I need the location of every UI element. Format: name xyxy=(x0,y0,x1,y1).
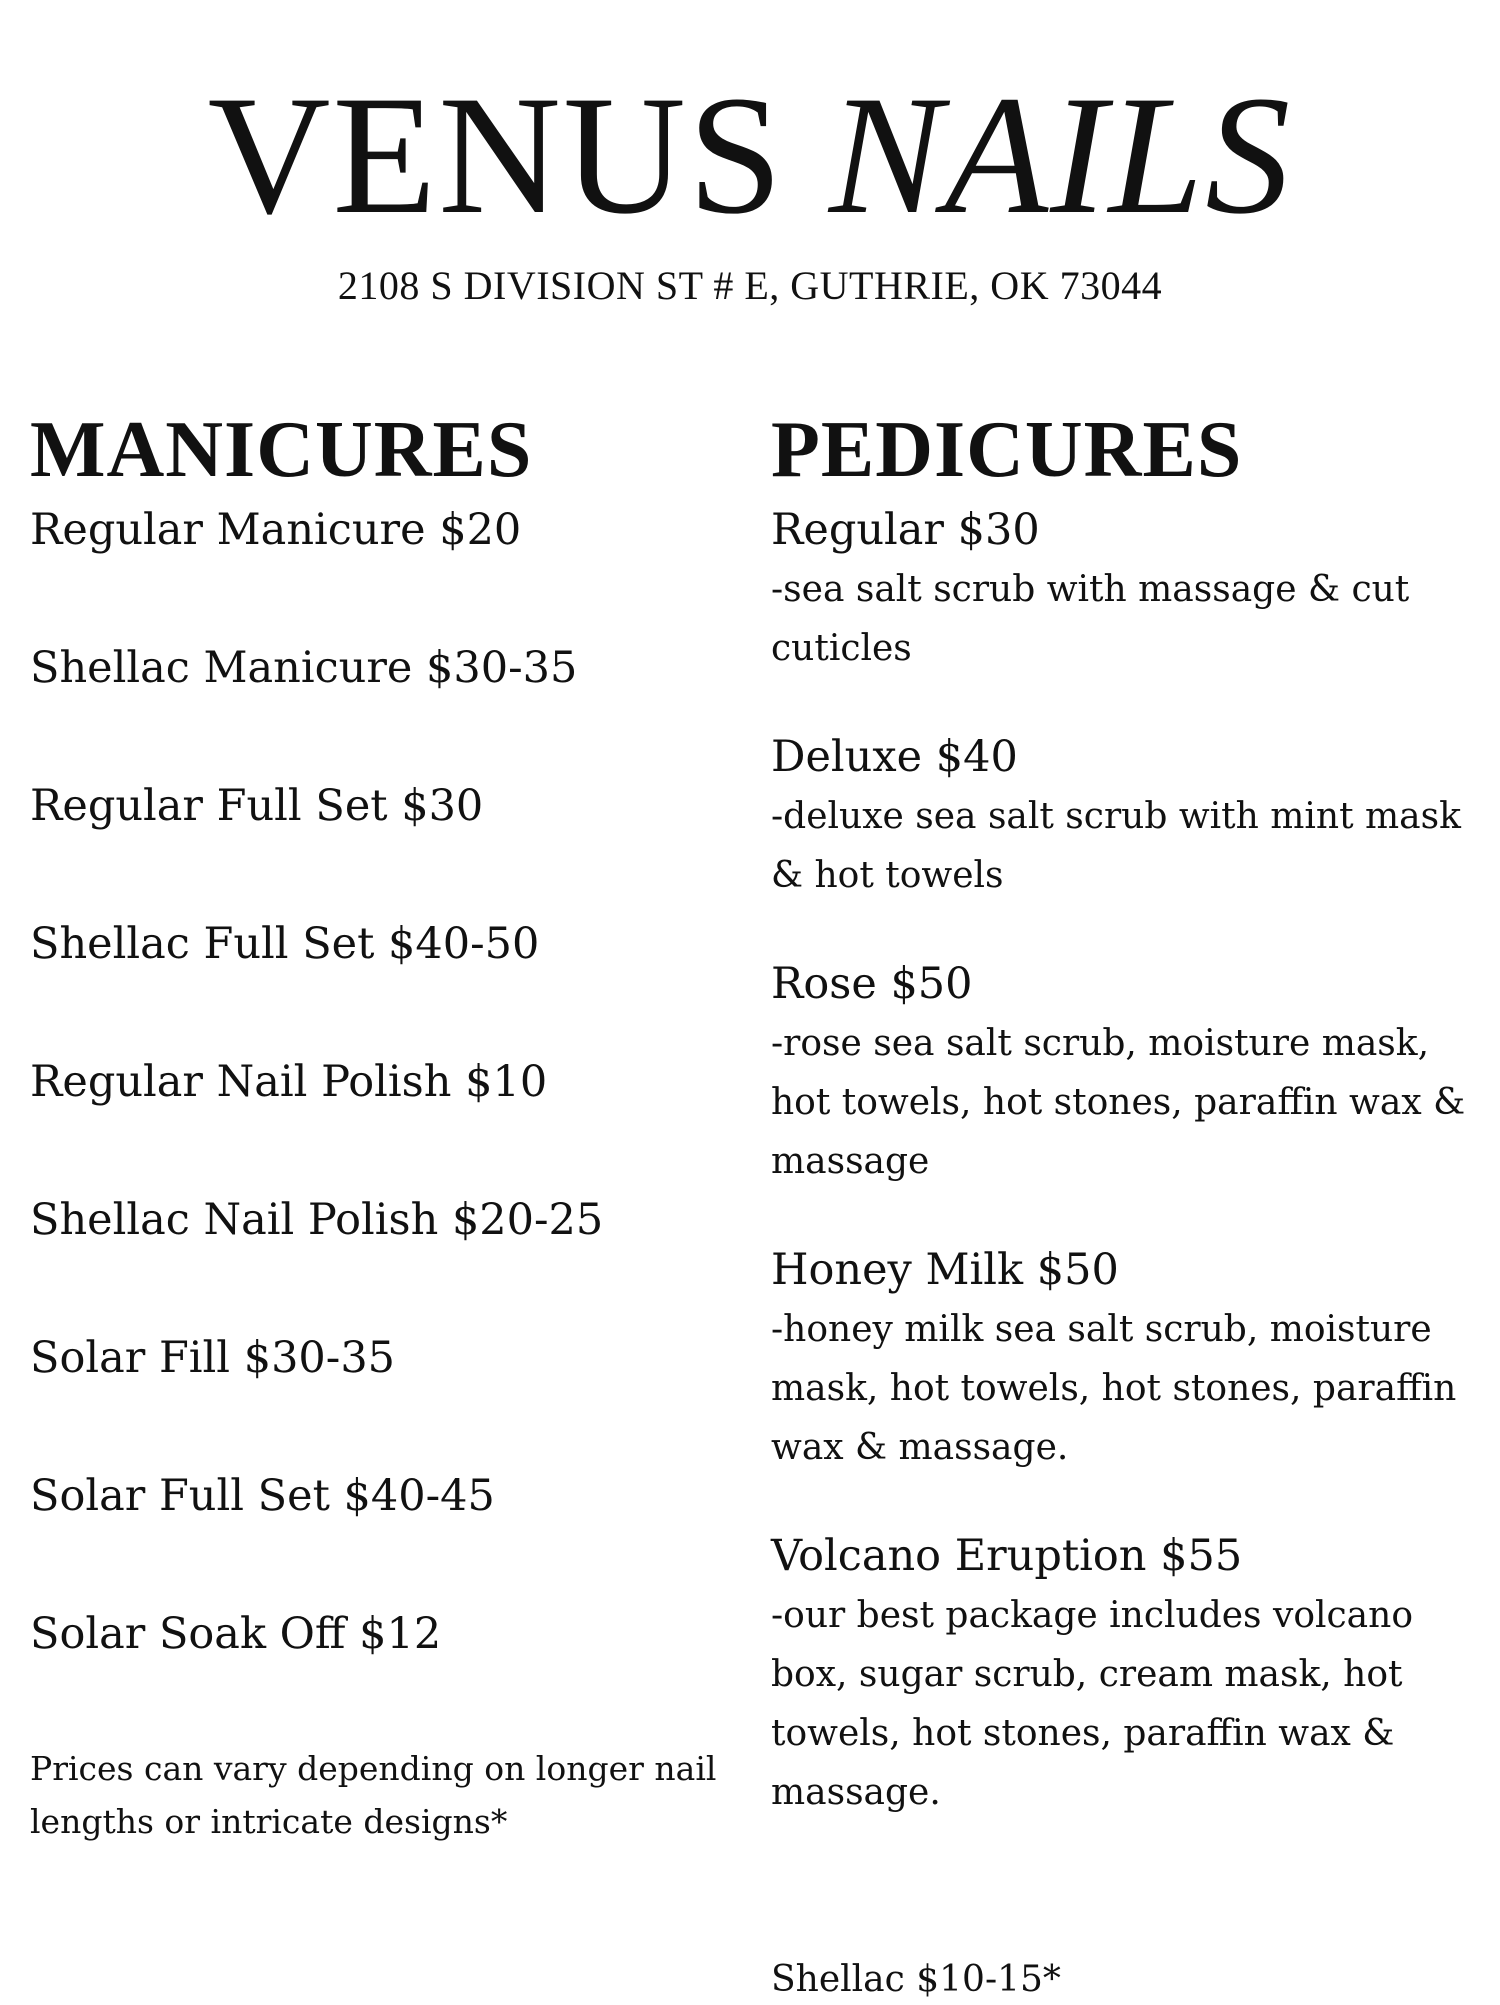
salon-address: 2108 S DIVISION ST # E, GUTHRIE, OK 73044 xyxy=(337,263,1163,308)
pedicures-list xyxy=(771,500,1486,1822)
pedicure-description: -deluxe sea salt scrub with mint mask & hot towels xyxy=(771,796,1461,896)
pedicure-description: -rose sea salt scrub, moisture mask, hot towels, hot stones, paraffin wax & massage xyxy=(771,1023,1466,1182)
manicure-item: Regular Full Set $30 xyxy=(30,781,484,831)
pedicure-name: Regular $30 xyxy=(771,505,1040,555)
manicures-heading: MANICURES xyxy=(30,406,533,494)
title-italic: NAILS xyxy=(828,61,1293,249)
pedicures-column xyxy=(771,406,1486,1871)
salon-title xyxy=(0,61,1500,249)
pedicure-item xyxy=(771,1526,1486,1822)
manicures-list xyxy=(30,500,750,1664)
pedicure-name: Deluxe $40 xyxy=(771,732,1018,782)
pedicure-item xyxy=(771,954,1486,1191)
pedicures-heading: PEDICURES xyxy=(771,406,1243,494)
pedicure-name: Volcano Eruption $55 xyxy=(771,1531,1243,1581)
pedicure-name: Honey Milk $50 xyxy=(771,1245,1119,1295)
manicures-column xyxy=(30,406,750,1848)
pricing-note: Prices can vary depending on longer nail lengths or intricate designs* xyxy=(30,1749,717,1841)
manicure-item: Solar Soak Off $12 xyxy=(30,1609,442,1659)
pedicure-description: -honey milk sea salt scrub, moisture mask, hot towels, hot stones, paraffin wax & massage. xyxy=(771,1309,1457,1468)
shellac-addon-note: Shellac $10-15* xyxy=(771,1959,1061,2000)
pedicure-item xyxy=(771,727,1486,905)
manicure-item: Regular Nail Polish $10 xyxy=(30,1057,548,1107)
manicure-item: Shellac Manicure $30-35 xyxy=(30,643,578,693)
pedicure-name: Rose $50 xyxy=(771,959,973,1009)
pedicure-item xyxy=(771,500,1486,678)
pedicure-description: -our best package includes volcano box, sugar scrub, cream mask, hot towels, hot stones, paraffin wax & massage. xyxy=(771,1595,1413,1813)
pedicure-item xyxy=(771,1240,1486,1477)
manicure-item: Shellac Nail Polish $20-25 xyxy=(30,1195,604,1245)
manicure-item: Regular Manicure $20 xyxy=(30,505,522,555)
title-main: VENUS xyxy=(207,61,785,249)
manicure-item: Shellac Full Set $40-50 xyxy=(30,919,540,969)
page-header xyxy=(0,61,1500,309)
manicure-item: Solar Full Set $40-45 xyxy=(30,1471,495,1521)
manicure-item: Solar Fill $30-35 xyxy=(30,1333,396,1383)
pedicure-description: -sea salt scrub with massage & cut cuticles xyxy=(771,569,1410,669)
